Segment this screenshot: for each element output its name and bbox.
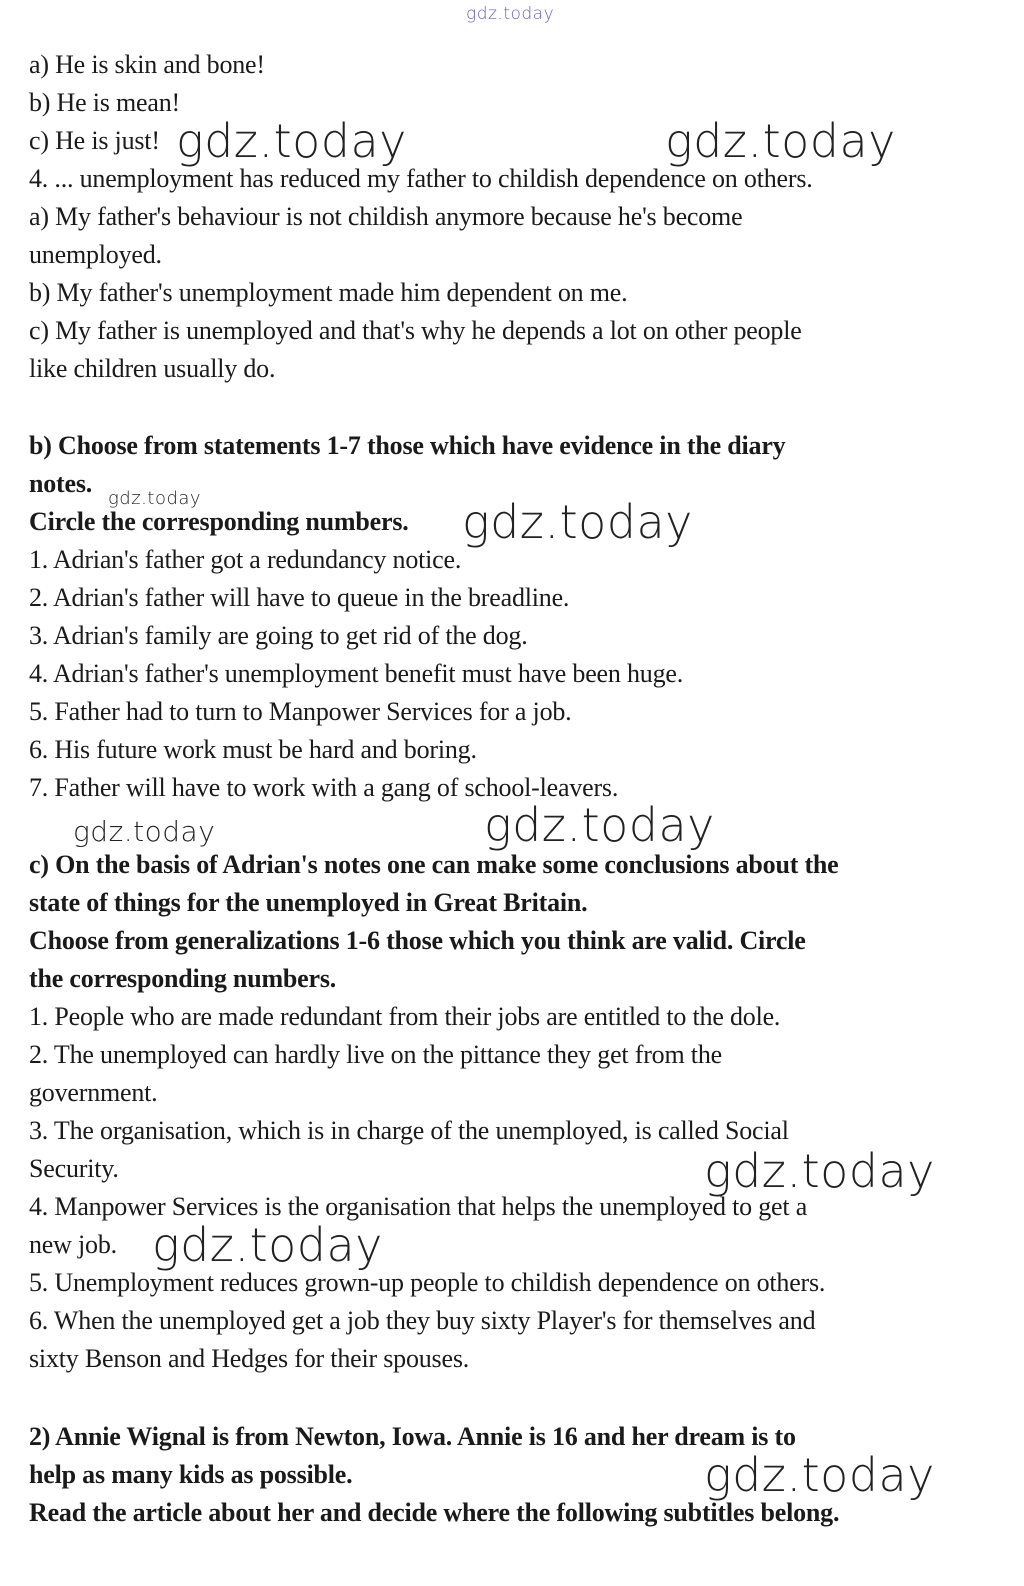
watermark: gdz.today <box>73 815 216 848</box>
watermark: gdz.today <box>462 495 693 549</box>
task-heading: Choose from generalizations 1-6 those which you think are valid. Circle <box>29 926 806 955</box>
task-heading: 2) Annie Wignal is from Newton, Iowa. Annie is 16 and her dream is to <box>29 1422 796 1451</box>
top-watermark: gdz.today <box>466 4 555 24</box>
generalization-item: Security. <box>29 1154 119 1183</box>
generalization-item: new job. <box>29 1230 117 1259</box>
option-line: c) My father is unemployed and that's why he depends a lot on other people <box>29 316 802 345</box>
task-heading: c) On the basis of Adrian's notes one can make some conclusions about the <box>29 850 839 879</box>
task-heading: Read the article about her and decide where the following subtitles belong. <box>29 1498 840 1527</box>
watermark: gdz.today <box>704 1144 935 1198</box>
watermark: gdz.today <box>108 488 202 509</box>
generalization-item: 6. When the unemployed get a job they buy sixty Player's for themselves and <box>29 1306 816 1335</box>
watermark: gdz.today <box>704 1448 935 1502</box>
option-line: unemployed. <box>29 240 162 269</box>
option-line: like children usually do. <box>29 354 276 383</box>
option-line: c) He is just! <box>29 126 160 155</box>
task-heading: help as many kids as possible. <box>29 1460 353 1489</box>
option-line: a) He is skin and bone! <box>29 50 265 79</box>
question-line: 4. ... unemployment has reduced my father to childish dependence on others. <box>29 164 813 193</box>
statement-item: 1. Adrian's father got a redundancy notice. <box>29 545 462 574</box>
generalization-item: 2. The unemployed can hardly live on the pittance they get from the <box>29 1040 722 1069</box>
statement-item: 4. Adrian's father's unemployment benefit must have been huge. <box>29 659 684 688</box>
watermark: gdz.today <box>176 114 407 168</box>
generalization-item: government. <box>29 1078 158 1107</box>
watermark: gdz.today <box>665 114 896 168</box>
statement-item: 3. Adrian's family are going to get rid of the dog. <box>29 621 528 650</box>
watermark: gdz.today <box>484 798 715 852</box>
option-line: a) My father's behaviour is not childish anymore because he's become <box>29 202 743 231</box>
statement-item: 6. His future work must be hard and boring. <box>29 735 477 764</box>
statement-item: 2. Adrian's father will have to queue in the breadline. <box>29 583 570 612</box>
task-heading: state of things for the unemployed in Great Britain. <box>29 888 588 917</box>
task-heading: b) Choose from statements 1-7 those which have evidence in the diary <box>29 431 786 460</box>
watermark: gdz.today <box>152 1218 383 1272</box>
generalization-item: 1. People who are made redundant from their jobs are entitled to the dole. <box>29 1002 781 1031</box>
generalization-item: sixty Benson and Hedges for their spouses. <box>29 1344 470 1373</box>
generalization-item: 5. Unemployment reduces grown-up people to childish dependence on others. <box>29 1268 826 1297</box>
option-line: b) He is mean! <box>29 88 180 117</box>
option-line: b) My father's unemployment made him dependent on me. <box>29 278 628 307</box>
statement-item: 5. Father had to turn to Manpower Services for a job. <box>29 697 572 726</box>
statement-item: 7. Father will have to work with a gang of school-leavers. <box>29 773 619 802</box>
task-heading: Circle the corresponding numbers. <box>29 507 409 536</box>
task-heading: the corresponding numbers. <box>29 964 337 993</box>
task-heading: notes. <box>29 469 93 498</box>
generalization-item: 3. The organisation, which is in charge of the unemployed, is called Social <box>29 1116 789 1145</box>
generalization-item: 4. Manpower Services is the organisation that helps the unemployed to get a <box>29 1192 808 1221</box>
